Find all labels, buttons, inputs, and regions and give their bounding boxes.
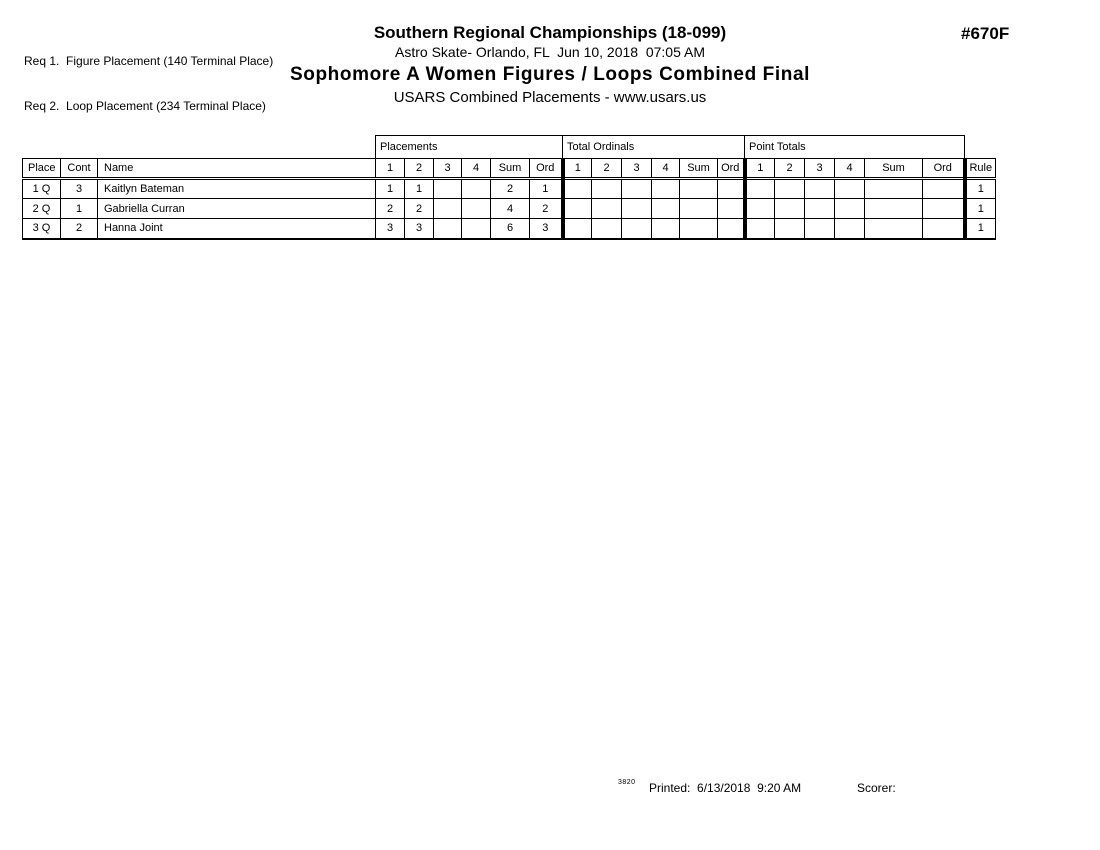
- col-header-qsum: Sum: [865, 159, 923, 179]
- cell-rule: 1: [965, 179, 996, 199]
- cell-pord: 1: [530, 179, 563, 199]
- cell-qord: [923, 199, 965, 219]
- col-header-t4: 4: [652, 159, 680, 179]
- cell-q2: [775, 219, 805, 239]
- group-label-total-ordinals: Total Ordinals: [563, 136, 745, 159]
- cell-qord: [923, 219, 965, 239]
- cell-t2: [592, 199, 622, 219]
- cell-rule: 1: [965, 199, 996, 219]
- cell-p3: [434, 179, 462, 199]
- championship-title: Southern Regional Championships (18-099): [373, 23, 727, 42]
- cell-q2: [775, 199, 805, 219]
- cell-p4: [462, 179, 491, 199]
- group-spacer-left: [23, 136, 376, 159]
- col-header-p2: 2: [405, 159, 434, 179]
- cell-p2: 2: [405, 199, 434, 219]
- cell-q3: [805, 219, 835, 239]
- results-table: [22, 135, 996, 240]
- cell-t4: [652, 179, 680, 199]
- cell-rule: 1: [965, 219, 996, 239]
- col-header-p1: 1: [376, 159, 405, 179]
- cell-q4: [835, 199, 865, 219]
- req-line-2: Req 2. Loop Placement (234 Terminal Place): [24, 99, 266, 113]
- cell-cont: 2: [61, 219, 98, 239]
- cell-psum: 6: [491, 219, 530, 239]
- cell-qord: [923, 179, 965, 199]
- col-header-name: Name: [98, 159, 376, 179]
- footer-scorer-label: Scorer:: [857, 781, 896, 795]
- col-header-q2: 2: [775, 159, 805, 179]
- cell-tsum: [680, 199, 718, 219]
- cell-p4: [462, 219, 491, 239]
- table-row: [23, 199, 996, 219]
- col-header-p4: 4: [462, 159, 491, 179]
- cell-q2: [775, 179, 805, 199]
- group-header-row: [23, 136, 996, 159]
- cell-qsum: [865, 219, 923, 239]
- cell-cont: 1: [61, 199, 98, 219]
- cell-pord: 2: [530, 199, 563, 219]
- cell-p1: 3: [376, 219, 405, 239]
- cell-p1: 2: [376, 199, 405, 219]
- col-header-qord: Ord: [923, 159, 965, 179]
- col-header-p3: 3: [434, 159, 462, 179]
- cell-skater-name: Gabriella Curran: [98, 199, 376, 219]
- cell-t3: [622, 179, 652, 199]
- cell-tord: [718, 199, 745, 219]
- cell-p1: 1: [376, 179, 405, 199]
- cell-q1: [745, 179, 775, 199]
- cell-t3: [622, 219, 652, 239]
- col-header-q1: 1: [745, 159, 775, 179]
- title-block: [0, 23, 1100, 107]
- group-spacer-right: [965, 136, 996, 159]
- cell-qsum: [865, 179, 923, 199]
- col-header-t1: 1: [563, 159, 592, 179]
- col-header-tsum: Sum: [680, 159, 718, 179]
- req-line-1: Req 1. Figure Placement (140 Terminal Place): [24, 54, 274, 68]
- group-label-placements: Placements: [376, 136, 563, 159]
- cell-psum: 2: [491, 179, 530, 199]
- doc-number: #670F: [961, 24, 1010, 43]
- footer-printed-timestamp: Printed: 6/13/2018 9:20 AM: [649, 781, 802, 795]
- cell-t1: [563, 199, 592, 219]
- cell-skater-name: Hanna Joint: [98, 219, 376, 239]
- cell-t4: [652, 219, 680, 239]
- cell-place: 3 Q: [23, 219, 61, 239]
- cell-tord: [718, 179, 745, 199]
- event-title: Sophomore A Women Figures / Loops Combined Final: [290, 64, 810, 85]
- cell-t1: [563, 219, 592, 239]
- table-row: [23, 219, 996, 239]
- venue-date-line: Astro Skate- Orlando, FL Jun 10, 2018 07:05 AM: [395, 44, 705, 60]
- col-header-rule: Rule: [965, 159, 996, 179]
- cell-place: 1 Q: [23, 179, 61, 199]
- col-header-q4: 4: [835, 159, 865, 179]
- table-row: [23, 179, 996, 199]
- cell-p2: 3: [405, 219, 434, 239]
- event-subtitle: USARS Combined Placements - www.usars.us: [393, 89, 707, 106]
- col-header-q3: 3: [805, 159, 835, 179]
- cell-t2: [592, 219, 622, 239]
- column-header-row: [23, 159, 996, 179]
- col-header-place: Place: [23, 159, 61, 179]
- cell-tord: [718, 219, 745, 239]
- cell-place: 2 Q: [23, 199, 61, 219]
- footer-form-code: 3820: [618, 779, 636, 786]
- cell-q3: [805, 199, 835, 219]
- cell-cont: 3: [61, 179, 98, 199]
- cell-psum: 4: [491, 199, 530, 219]
- cell-t3: [622, 199, 652, 219]
- cell-t1: [563, 179, 592, 199]
- cell-tsum: [680, 219, 718, 239]
- cell-p2: 1: [405, 179, 434, 199]
- cell-t2: [592, 179, 622, 199]
- cell-p4: [462, 199, 491, 219]
- cell-skater-name: Kaitlyn Bateman: [98, 179, 376, 199]
- cell-t4: [652, 199, 680, 219]
- cell-q4: [835, 179, 865, 199]
- group-label-point-totals: Point Totals: [745, 136, 965, 159]
- cell-p3: [434, 219, 462, 239]
- cell-q1: [745, 199, 775, 219]
- col-header-tord: Ord: [718, 159, 745, 179]
- cell-qsum: [865, 199, 923, 219]
- col-header-t3: 3: [622, 159, 652, 179]
- col-header-cont: Cont: [61, 159, 98, 179]
- cell-q1: [745, 219, 775, 239]
- cell-pord: 3: [530, 219, 563, 239]
- col-header-psum: Sum: [491, 159, 530, 179]
- col-header-t2: 2: [592, 159, 622, 179]
- cell-q3: [805, 179, 835, 199]
- cell-tsum: [680, 179, 718, 199]
- cell-p3: [434, 199, 462, 219]
- col-header-pord: Ord: [530, 159, 563, 179]
- cell-q4: [835, 219, 865, 239]
